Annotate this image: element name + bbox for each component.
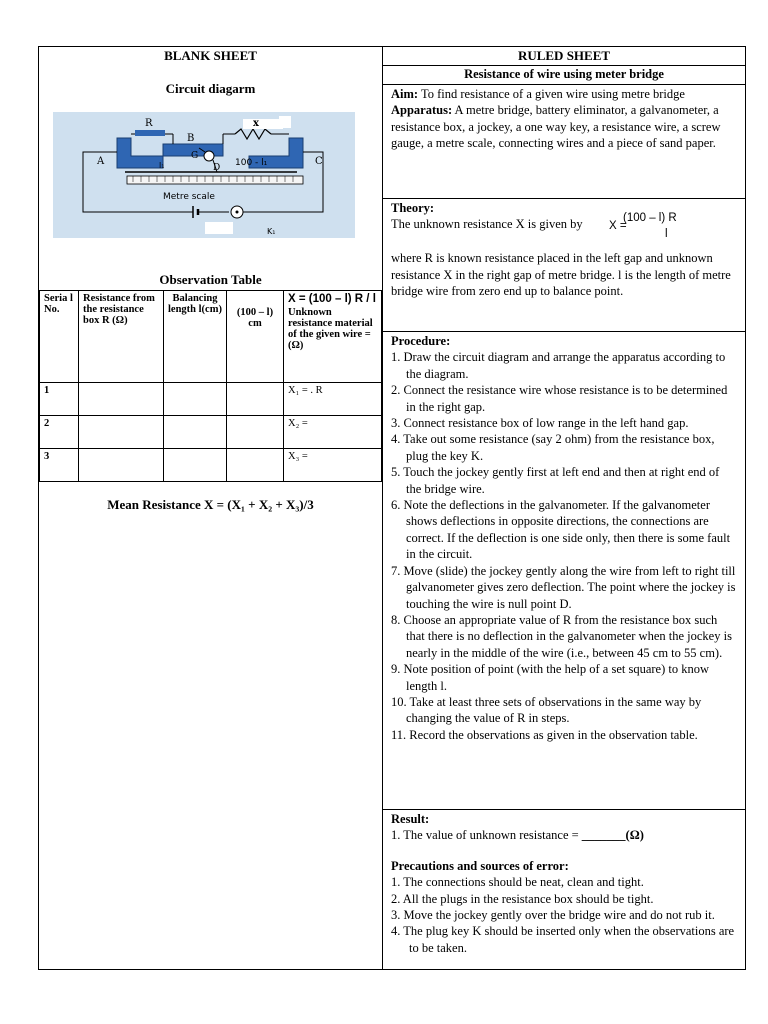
circuit-diagram-title: Circuit diagarm <box>165 81 256 96</box>
label-B: B <box>187 133 195 144</box>
observation-table-title: Observation Table <box>159 272 262 287</box>
header-serial: Seria l No. <box>40 291 79 383</box>
row-x-cell[interactable]: X₃ = <box>284 449 382 482</box>
procedure-step: 8. Choose an appropriate value of R from the resistance box such that there is no deflection in the galvanometer when the jockey is nearly in the middle of the wire (i.e., between 45 cm to 55 cm). <box>391 612 732 660</box>
row-serial: 1 <box>40 383 79 416</box>
row-100-minus-l-cell[interactable] <box>227 383 284 416</box>
label-100-l1: 100 - l₁ <box>235 158 268 168</box>
blank-sheet-header: BLANK SHEET <box>164 48 257 63</box>
procedure-step: 2. Connect the resistance wire whose resistance is to be determined in the right gap. <box>391 383 728 414</box>
procedure-step: 7. Move (slide) the jockey gently along the wire from left to right till galvanometer gives zero deflection. The point where the jockey is touching the wire is null point D. <box>391 563 736 611</box>
procedure-step: 6. Note the deflections in the galvanometer. If the galvanometer shows deflections in opposite directions, the connections are correct. If the deflection is one side only, then there is some fault in the circuit. <box>391 498 731 562</box>
procedure-step: 11. Record the observations as given in the observation table. <box>391 727 698 742</box>
row-x-cell[interactable]: X₁ = . R <box>284 383 382 416</box>
table-row <box>40 449 382 482</box>
header-balancing-length: Balancing length l(cm) <box>164 291 227 383</box>
row-100-minus-l-cell[interactable] <box>227 416 284 449</box>
theory-label: Theory: <box>391 201 435 215</box>
observation-table <box>39 290 382 482</box>
result-label: Result: <box>391 812 430 826</box>
row-resistance-cell[interactable] <box>79 416 164 449</box>
row-balancing-cell[interactable] <box>164 383 227 416</box>
procedure-step: 9. Note position of point (with the help of a set square) to know length l. <box>391 662 709 693</box>
label-G: G <box>191 151 199 161</box>
theory-text: where R is known resistance placed in the left gap and unknown resistance X in the right gap of metre bridge. l is the length of metre bridge wire from zero end up to balance point. <box>391 251 731 299</box>
label-metre-scale: Metre scale <box>163 192 215 202</box>
header-unknown-resistance <box>284 291 382 383</box>
row-serial: 2 <box>40 416 79 449</box>
apparatus-label: Apparatus: <box>391 103 453 118</box>
precautions-label: Precautions and sources of error: <box>391 858 569 873</box>
label-K1: K₁ <box>267 227 276 236</box>
procedure-list <box>391 349 737 743</box>
ruled-sheet-column <box>383 47 745 970</box>
aim-label: Aim: <box>391 87 419 101</box>
procedure-step: 10. Take at least three sets of observations in the same way by changing the value of R in steps. <box>391 694 702 726</box>
row-x-cell[interactable]: X₂ = <box>284 416 382 449</box>
row-serial: 3 <box>40 449 79 482</box>
row-resistance-cell[interactable] <box>79 383 164 416</box>
label-l1: l₁ <box>159 161 165 170</box>
row-resistance-cell[interactable] <box>79 449 164 482</box>
precaution-item: 3. Move the jockey gently over the bridge wire and do not rub it. <box>391 908 715 923</box>
row-100-minus-l-cell[interactable] <box>227 449 284 482</box>
result-precautions-section <box>383 810 745 970</box>
theory-formula-numerator: (100 – l) R <box>623 212 677 225</box>
table-row <box>40 383 382 416</box>
precautions-list <box>391 874 737 956</box>
procedure-section <box>383 332 745 810</box>
label-A: A <box>97 156 105 167</box>
row-balancing-cell[interactable] <box>164 416 227 449</box>
precaution-item: 4. The plug key K should be inserted only when the observations are to be taken. <box>391 924 735 955</box>
precaution-item: 2. All the plugs in the resistance box should be tight. <box>391 891 654 906</box>
aim-apparatus-section <box>383 85 745 199</box>
procedure-label: Procedure: <box>391 334 451 348</box>
theory-intro: The unknown resistance X is given by <box>391 217 583 232</box>
procedure-step: 5. Touch the jockey gently first at left end and then at right end of the bridge wire. <box>391 465 720 496</box>
theory-formula-denominator: l <box>665 228 668 241</box>
experiment-title: Resistance of wire using meter bridge <box>383 66 745 85</box>
apparatus-text: A metre bridge, battery eliminator, a galvanometer, a resistance box, a jockey, a one way key, a resistance wire, a screw gauge, a metre scale, connecting wires and a piece of sand paper. <box>391 103 721 151</box>
label-X: x <box>253 118 259 129</box>
theory-section <box>383 199 745 332</box>
table-row <box>40 416 382 449</box>
header-formula: X = (100 – l) R / l <box>288 293 376 305</box>
result-text: 1. The value of unknown resistance = <box>391 828 582 843</box>
procedure-step: 3. Connect resistance box of low range in the left hand gap. <box>391 416 689 431</box>
procedure-step: 4. Take out some resistance (say 2 ohm) from the resistance box, plug the key K. <box>391 432 715 463</box>
header-unknown-text: Unknown resistance material of the given wire = (Ω) <box>288 307 373 351</box>
label-R: R <box>145 118 153 129</box>
mean-resistance-formula: Mean Resistance X = (X₁ + X₂ + X₃)/3 <box>107 497 314 512</box>
procedure-step: 1. Draw the circuit diagram and arrange the apparatus according to the diagram. <box>391 350 726 381</box>
header-resistance: Resistance from the resistance box R (Ω) <box>79 291 164 383</box>
ruled-sheet-header: RULED SHEET <box>383 47 745 66</box>
aim-text: To find resistance of a given wire using metre bridge <box>418 87 685 101</box>
header-100-minus-l: (100 – l) cm <box>227 291 284 383</box>
label-D: D <box>213 163 221 173</box>
label-C: C <box>315 156 323 167</box>
row-balancing-cell[interactable] <box>164 449 227 482</box>
meter-bridge-circuit-diagram <box>53 112 355 238</box>
theory-formula-x: X = <box>609 220 627 233</box>
precaution-item: 1. The connections should be neat, clean and tight. <box>391 875 644 890</box>
result-blank[interactable]: _______(Ω) <box>581 828 644 843</box>
